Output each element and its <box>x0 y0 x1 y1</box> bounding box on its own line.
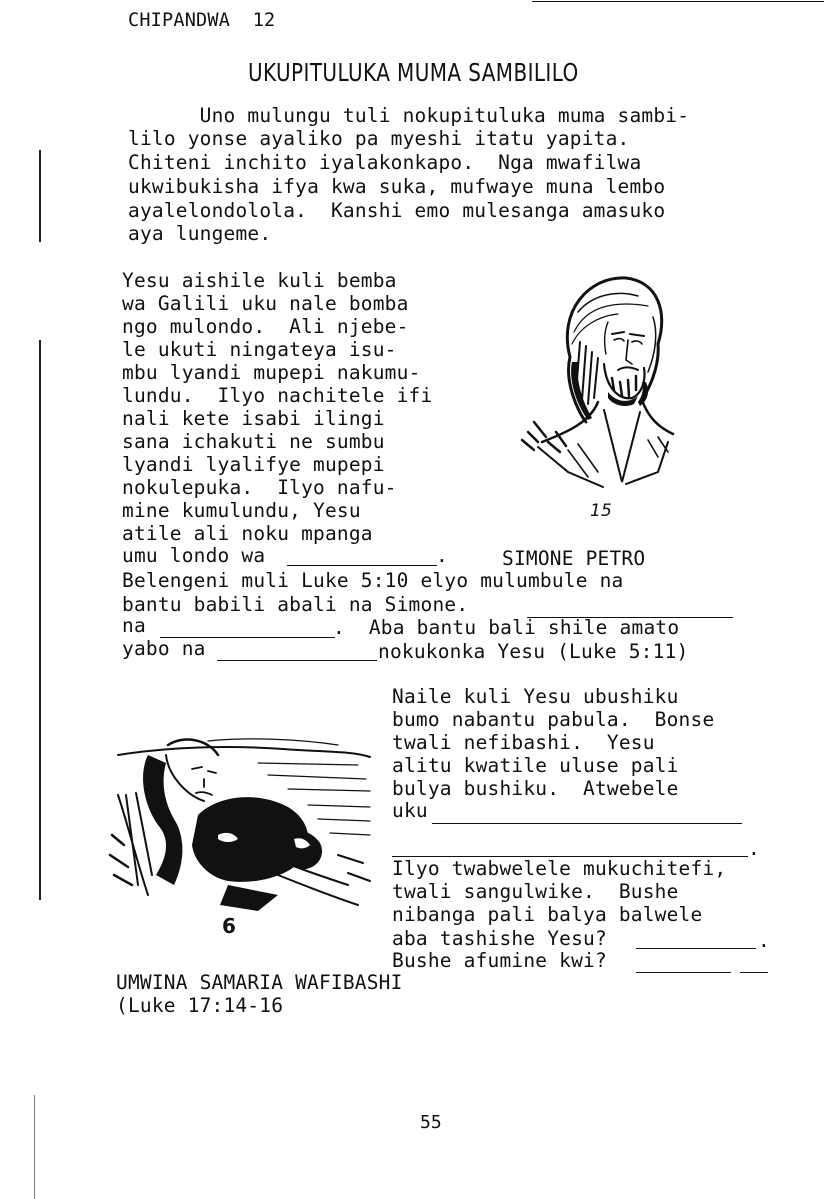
margin-bar <box>34 1095 35 1199</box>
story-line: nali kete isabi ilingi <box>122 407 385 430</box>
picture-caption: SIMONE PETRO <box>502 547 646 570</box>
picture-number: 15 <box>590 501 613 521</box>
answer-blank[interactable] <box>740 972 768 973</box>
story-line: bulya bushiku. Atwebele <box>392 777 679 800</box>
intro-line: Chiteni inchito iyalakonkapo. Nga mwafilwa <box>128 151 642 174</box>
picture-caption-reference: (Luke 17:14-16 <box>116 994 284 1017</box>
fill-line-end: . <box>758 929 770 952</box>
story-line: le ukuti ningateya isu- <box>122 338 397 361</box>
margin-bar <box>39 150 41 242</box>
answer-blank[interactable] <box>432 823 742 824</box>
page-title: UKUPITULUKA MUMA SAMBILILO <box>248 58 579 87</box>
answer-blank[interactable] <box>636 948 756 949</box>
margin-bar <box>39 340 41 900</box>
answer-blank[interactable] <box>287 565 437 566</box>
picture-number: 6 <box>222 914 237 938</box>
story-line: nokukonka Yesu (Luke 5:11) <box>378 640 689 663</box>
story-line: Naile kuli Yesu ubushiku <box>392 685 679 708</box>
story-line: twali nefibashi. Yesu <box>392 731 655 754</box>
story-line: mbu lyandi mupepi nakumu- <box>122 361 421 384</box>
intro-line: ukwibukisha ifya kwa suka, mufwaye muna lembo <box>128 175 666 198</box>
intro-line: ayalelondolola. Kanshi emo mulesanga amasuko <box>128 199 666 222</box>
story-line: Yesu aishile kuli bemba <box>122 269 397 292</box>
story-line: lyandi lyalifye mupepi <box>122 453 385 476</box>
story-line: sana ichakuti ne sumbu <box>122 430 385 453</box>
intro-line: Uno mulungu tuli nokupituluka muma sambi- <box>128 104 690 127</box>
intro-line: lilo yonse ayaliko pa myeshi itatu yapita. <box>128 127 630 150</box>
story-line: . Aba bantu bali shile amato <box>333 616 680 639</box>
running-head: CHIPANDWA 12 <box>128 10 276 31</box>
fill-line-end: . <box>748 837 760 860</box>
story-line: mine kumulundu, Yesu <box>122 499 361 522</box>
jesus-portrait-illustration <box>508 272 683 522</box>
top-rule <box>532 1 824 2</box>
answer-blank[interactable] <box>217 660 377 661</box>
answer-blank[interactable] <box>636 972 731 973</box>
story-line: wa Galili uku nale bomba <box>122 292 409 315</box>
story-line: Ilyo twabwelele mukuchitefi, <box>392 857 727 880</box>
picture-caption: UMWINA SAMARIA WAFIBASHI <box>116 971 403 994</box>
fill-line-end: . <box>436 544 448 567</box>
story-line: lundu. Ilyo nachitele ifi <box>122 384 433 407</box>
intro-line: aya lungeme. <box>128 222 272 245</box>
story-line: Bushe afumine kwi? <box>392 949 607 972</box>
fill-line-start: uku <box>392 799 428 822</box>
story-line: Belengeni muli Luke 5:10 elyo mulumbule na <box>122 569 624 592</box>
story-line: bantu babili abali na Simone. <box>122 593 469 616</box>
fill-line-start: umu londo wa <box>122 544 266 567</box>
story-line: alitu kwatile uluse pali <box>392 754 679 777</box>
story-line: bumo nabantu pabula. Bonse <box>392 708 715 731</box>
story-line: nibanga pali balya balwele <box>392 903 703 926</box>
fill-line-start: yabo na <box>122 637 206 660</box>
page-number: 55 <box>420 1112 442 1133</box>
story-line: aba tashishe Yesu? <box>392 927 607 950</box>
fill-line-start: na <box>122 614 146 637</box>
story-line: nokulepuka. Ilyo nafu- <box>122 476 397 499</box>
story-line: ngo mulondo. Ali njebe- <box>122 315 409 338</box>
story-line: atile ali noku mpanga <box>122 522 373 545</box>
healing-scene-illustration <box>108 735 378 925</box>
story-line: twali sangulwike. Bushe <box>392 880 679 903</box>
